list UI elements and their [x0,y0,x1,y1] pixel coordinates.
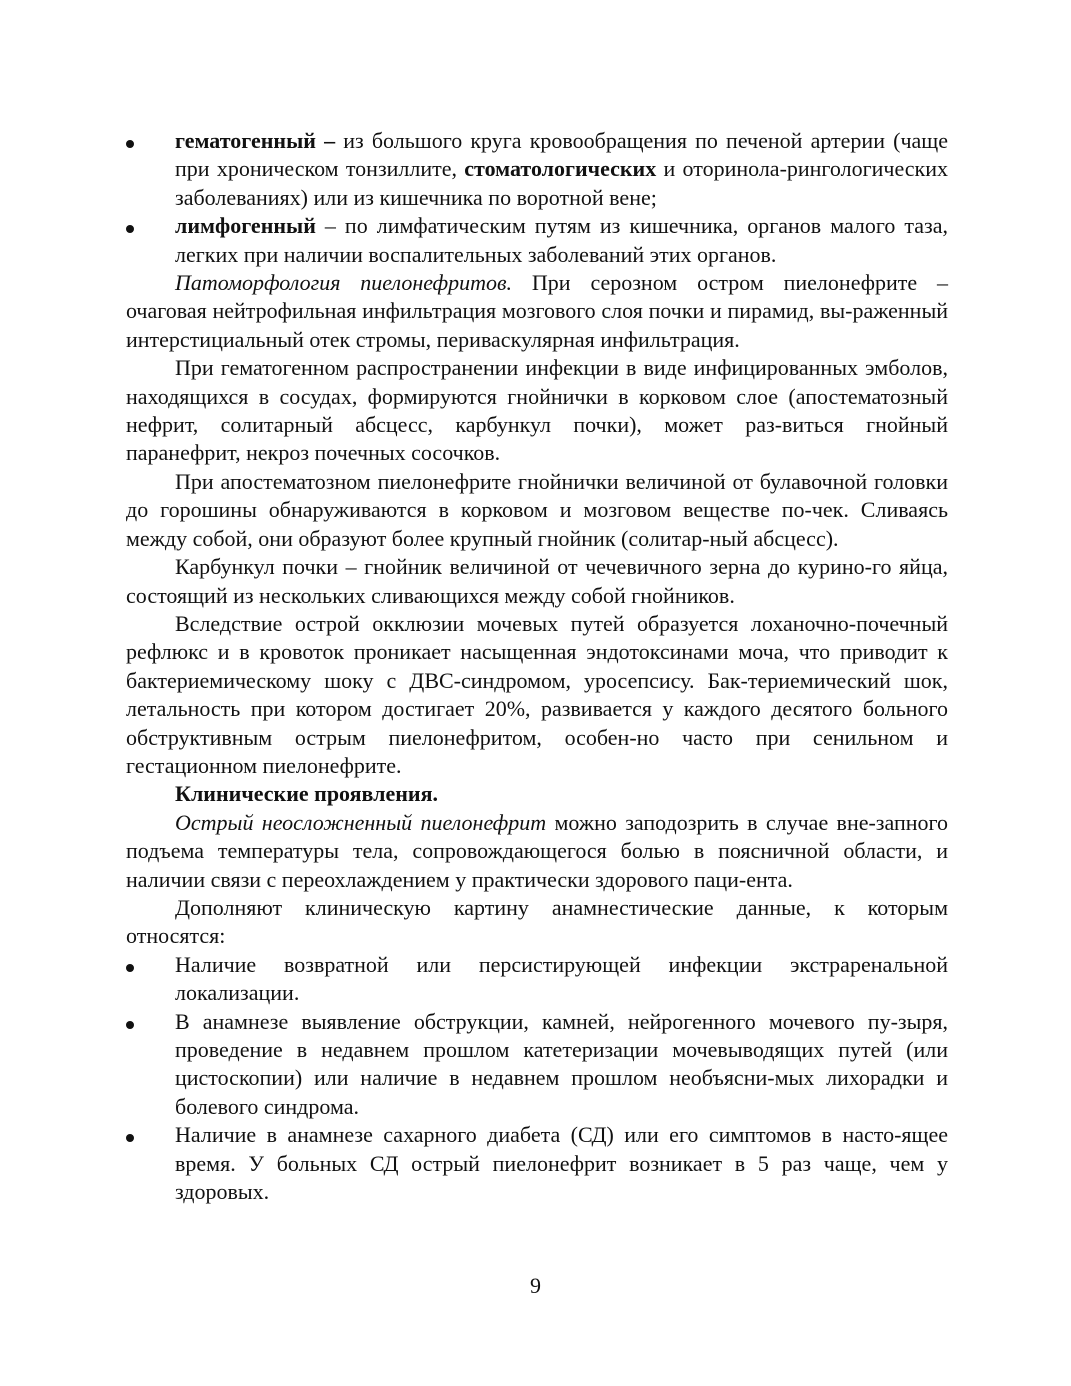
list-item-text: Наличие в анамнезе сахарного диабета (СД) или его симптомов в насто-ящее время. У больных СД острый пиелонефрит возникает в 5 раз чаще, чем у здоровых. [175,1122,948,1205]
paragraph: Вследствие острой окклюзии мочевых путей образуется лоханочно-почечный рефлюкс и в кровоток проникает насыщенная эндотоксинами моча, что приводит к бактериемическому шоку с ДВС-синдромом, уросепсису. Бак-териемический шок, летальность при котором достигает 20%, развивается у каждого десятого больного обструктивным острым пиелонефритом, особен-но часто при сенильном и гестационном пиелонефрите. [126,610,948,778]
list-item-text: из большого круга кровообращения по печеной артерии (чаще при хроническом тонзиллите, [175,128,948,182]
list-item [126,1008,948,1122]
list-item [126,1121,948,1206]
list-item-text: – по лимфатическим путям из кишечника, органов малого таза, легких при наличии воспалительных заболеваний этих органов. [175,213,948,267]
section-heading: Клинические проявления. [175,781,438,807]
bullet-icon [126,140,134,148]
paragraph-lead: Патоморфология пиелонефритов. [175,270,513,296]
bullet-icon [126,964,134,972]
list-item-hematogenous [126,127,948,212]
list-item-lymphogenous [126,212,948,269]
list-item-text: и оторинола-рингологических заболеваниях) или из кишечника по воротной вене; [175,156,949,210]
page-number: 9 [530,1273,541,1298]
paragraph-pathomorphology [126,269,948,354]
paragraph-lead: Острый неосложненный пиелонефрит [175,809,547,835]
bullet-icon [126,225,134,233]
paragraph: При апостематозном пиелонефрите гнойнички величиной от булавочной головки до горошины обнаруживаются в корковом и мозговом веществе по-чек. Сливаясь между собой, они образуют более крупный гнойник (солитар-ный абсцесс). [126,468,948,551]
paragraph: При гематогенном распространении инфекции в виде инфицированных эмболов, находящихся в сосудах, формируются гнойнички в корковом слое (апостематозный нефрит, солитарный абсцесс, карбункул почки), может раз-виться гнойный паранефрит, некроз почечных сосочков. [126,355,948,466]
list-item-text: В анамнезе выявление обструкции, камней, нейрогенного мочевого пу-зыря, проведение в недавнем прошлом катетеризации мочевыводящих путей (или цистоскопии) или наличие в недавнем прошлом необъясни-мых лихорадки и болевого синдрома. [175,1008,948,1119]
bullet-icon [126,1021,134,1029]
paragraph: Карбункул почки – гнойник величиной от чечевичного зерна до курино-го яйца, состоящий из нескольких сливающихся между собой гнойников. [126,554,948,608]
bullet-icon [126,1134,134,1142]
page-body [126,127,948,1206]
paragraph-anamnesis: Дополняют клиническую картину анамнестические данные, к которым относятся: [126,894,948,949]
list-item-text: Наличие возвратной или персистирующей инфекции экстраренальной локализации. [175,951,948,1006]
term-lymphogenous: лимфогенный [175,213,316,239]
paragraph-text: При серозном остром пиелонефрите – очаговая нейтрофильная инфильтрация мозгового слоя почки и пирамид, вы-раженный интерстициальный отек стромы, периваскулярная инфильтрация. [126,270,948,352]
term-hematogenous: гематогенный – [175,128,336,153]
paragraph-acute [126,809,948,894]
list-item [126,951,948,1008]
term-dental: стоматологических [464,156,657,182]
paragraph-text: можно заподозрить в случае вне-запного подъема температуры тела, сопровождающегося болью в поясничной области, и наличии связи с переохлаждением у практически здорового паци-ента. [126,809,948,892]
